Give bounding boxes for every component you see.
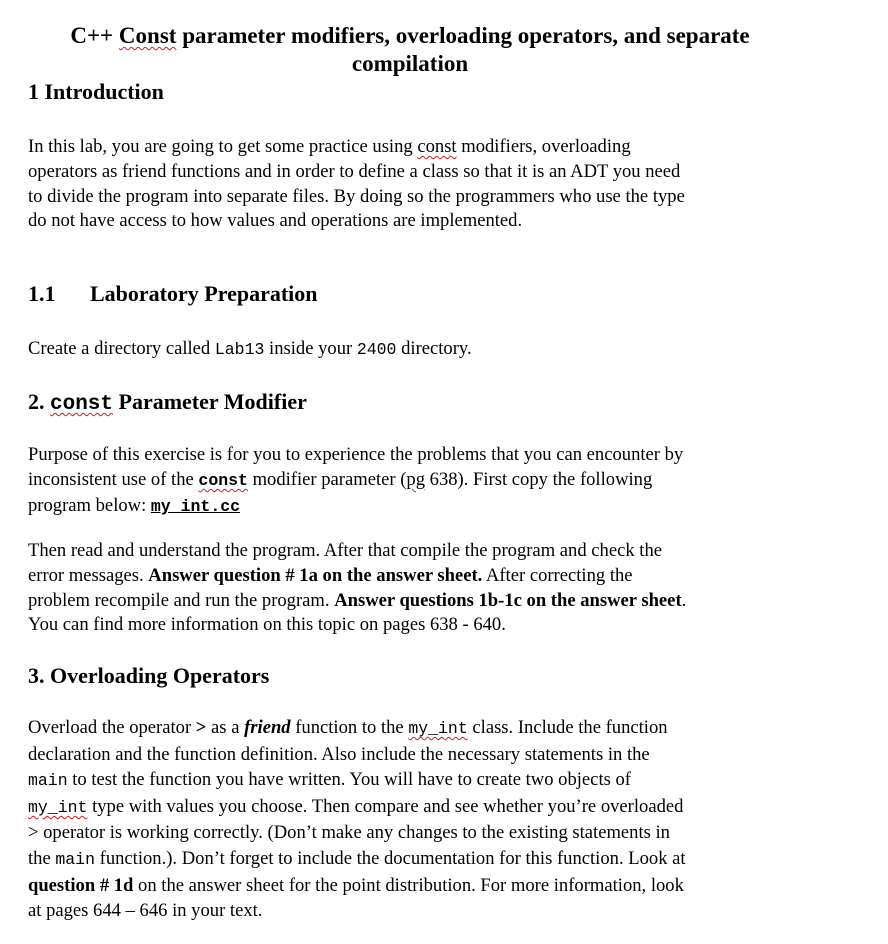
intro-line-2: operators as friend functions and in order to define a class so that it is an ADT you need	[28, 160, 681, 182]
intro-line-4: do not have access to how values and operations are implemented.	[28, 210, 523, 232]
heading-const-parameter-modifier: 2. const Parameter Modifier	[28, 389, 307, 416]
prep-paragraph: Create a directory called Lab13 inside your 2400 directory.	[28, 338, 472, 359]
spell-flagged-word: const	[198, 470, 248, 490]
title-line-2: compilation	[351, 51, 469, 76]
title-line-1: C++ Const parameter modifiers, overloading operators, and separate	[70, 23, 750, 48]
heading-laboratory-preparation: 1.1 Laboratory Preparation	[28, 281, 318, 306]
intro-line-1: In this lab, you are going to get some practice using const modifiers, overloading	[28, 136, 631, 157]
spell-flagged-word: const	[417, 136, 457, 157]
document-title	[20, 22, 800, 78]
spell-flagged-word: Const	[118, 23, 177, 48]
intro-paragraph	[28, 135, 828, 234]
directory-name: 2400	[356, 340, 397, 359]
intro-line-3: to divide the program into separate files. By doing so the programmers who use the type	[28, 185, 685, 207]
spell-flagged-word: pg	[406, 468, 426, 490]
spell-flagged-word: my_int	[408, 719, 468, 738]
spell-flagged-word: my_int	[28, 797, 88, 817]
my-int-file-link[interactable]: my_int.cc	[150, 496, 241, 516]
const-paragraph-2: Then read and understand the program. After that compile the program and check the error messages. Answer question # 1a on the answer sheet. After correcting the problem recompile and run the program. Answer questions 1b-1c on the answer sheet. You can find more information on this topic on pages 638 - 640.	[28, 540, 687, 636]
heading-introduction: 1 Introduction	[28, 79, 164, 104]
directory-name: Lab13	[214, 340, 265, 359]
heading-overloading-operators: 3. Overloading Operators	[28, 663, 270, 688]
section-number: 1.1	[28, 281, 56, 306]
spell-flagged-word: const	[50, 393, 114, 416]
const-paragraph-1: Purpose of this exercise is for you to experience the problems that you can encounter by inconsistent use of the const modifier parameter (pg 638). First copy the following program below: my_int.cc	[28, 444, 684, 516]
overload-paragraph: Overload the operator > as a friend function to the my_int class. Include the function declaration and the function definition. Also include the necessary statements in the main to test the function you have written. You will have to create two objects of my_int type with values you choose. Then compare and see whether you’re overloaded > operator is working correctly. (Don’t make any changes to the existing statements in the main function.). Don’t forget to include the documentation for this function. Look at question # 1d on the answer sheet for the point distribution. For more information, look at pages 644 – 646 in your text.	[28, 717, 686, 922]
